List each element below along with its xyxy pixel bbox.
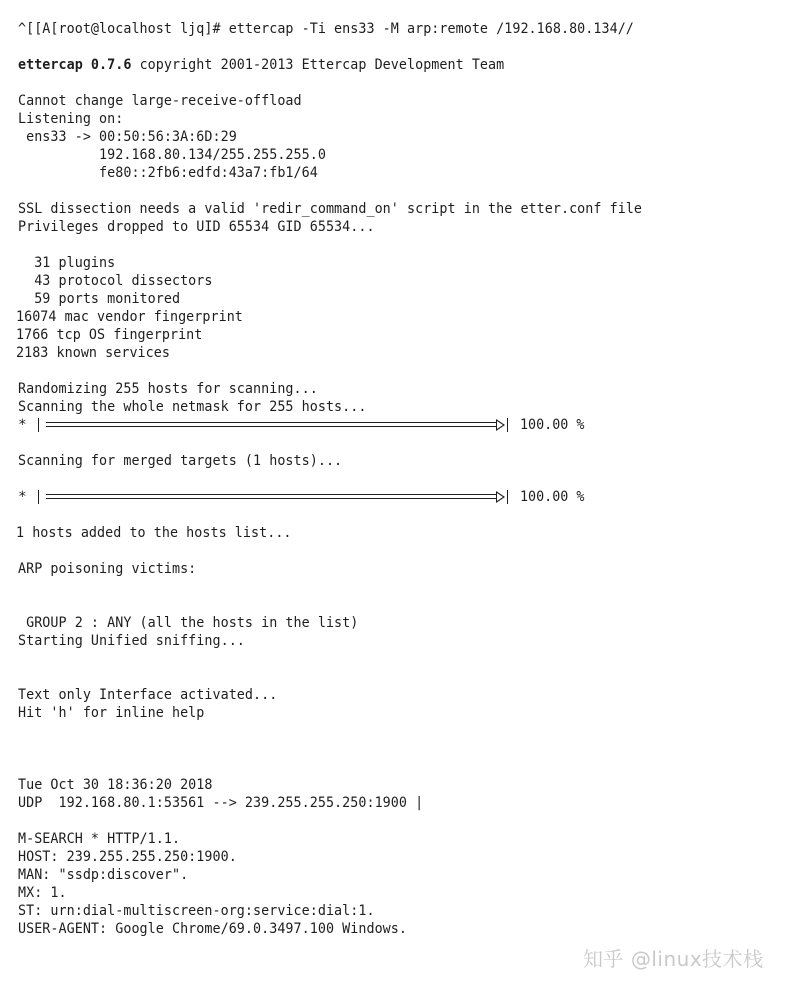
stat-line: 1766 tcp OS fingerprint [16,327,203,343]
progress-track [46,494,500,500]
progress-bar-merged [18,488,585,506]
payload-line: MX: 1. [18,885,67,901]
asterisk-icon: * [18,417,27,433]
randomizing-line: Randomizing 255 hosts for scanning... [18,381,318,397]
progress-left-bracket [38,490,39,504]
hosts-added-line: 1 hosts added to the hosts list... [16,525,292,541]
progress-percent: 100.00 % [520,417,585,433]
progress-percent: 100.00 % [520,489,585,505]
progress-left-bracket [38,418,39,432]
stat-line: 31 plugins [18,255,116,271]
progress-right-bracket [507,418,508,432]
command-prompt-line: ^[[A[root@localhost ljq]# ettercap -Ti ens33 -M arp:remote /192.168.80.134// [18,21,634,37]
sniffing-line: Starting Unified sniffing... [18,633,245,649]
stat-line: 59 ports monitored [18,291,181,307]
interface-activated-line: Text only Interface activated... [18,687,278,703]
packet-udp-line: UDP 192.168.80.1:53561 --> 239.255.255.250:1900 | [18,795,424,811]
banner-copyright: copyright 2001-2013 Ettercap Development Team [131,57,505,73]
ssl-warning: SSL dissection needs a valid 'redir_command_on' script in the etter.conf file [18,201,643,217]
listening-label: Listening on: [18,111,124,127]
progress-bar-netmask [18,416,585,434]
interface-mac-line: ens33 -> 00:50:56:3A:6D:29 [18,129,237,145]
interface-ipv6-line: fe80::2fb6:edfd:43a7:fb1/64 [18,165,318,181]
zhihu-watermark: 知乎 @linux技术栈 [583,947,764,971]
payload-line: HOST: 239.255.255.250:1900. [18,849,237,865]
stat-line: 43 protocol dissectors [18,273,213,289]
banner-name: ettercap 0.7.6 [18,57,132,73]
stat-line: 16074 mac vendor fingerprint [16,309,243,325]
arp-victims-line: ARP poisoning victims: [18,561,197,577]
packet-timestamp: Tue Oct 30 18:36:20 2018 [18,777,213,793]
payload-line: USER-AGENT: Google Chrome/69.0.3497.100 Windows. [18,921,408,937]
asterisk-icon: * [18,489,27,505]
arrow-right-icon [496,491,505,503]
lro-warning: Cannot change large-receive-offload [18,93,302,109]
arrow-right-icon [496,419,505,431]
payload-line: ST: urn:dial-multiscreen-org:service:dial:1. [18,903,375,919]
payload-line: MAN: "ssdp:discover". [18,867,189,883]
scanning-merged-line: Scanning for merged targets (1 hosts)... [18,453,343,469]
payload-line: M-SEARCH * HTTP/1.1. [18,831,181,847]
group-line: GROUP 2 : ANY (all the hosts in the list) [18,615,359,631]
help-hint-line: Hit 'h' for inline help [18,705,205,721]
interface-ipv4-line: 192.168.80.134/255.255.255.0 [18,147,326,163]
privileges-line: Privileges dropped to UID 65534 GID 65534... [18,219,375,235]
progress-right-bracket [507,490,508,504]
stat-line: 2183 known services [16,345,170,361]
progress-track [46,422,500,428]
scanning-netmask-line: Scanning the whole netmask for 255 hosts... [18,399,367,415]
banner-line [18,56,504,74]
